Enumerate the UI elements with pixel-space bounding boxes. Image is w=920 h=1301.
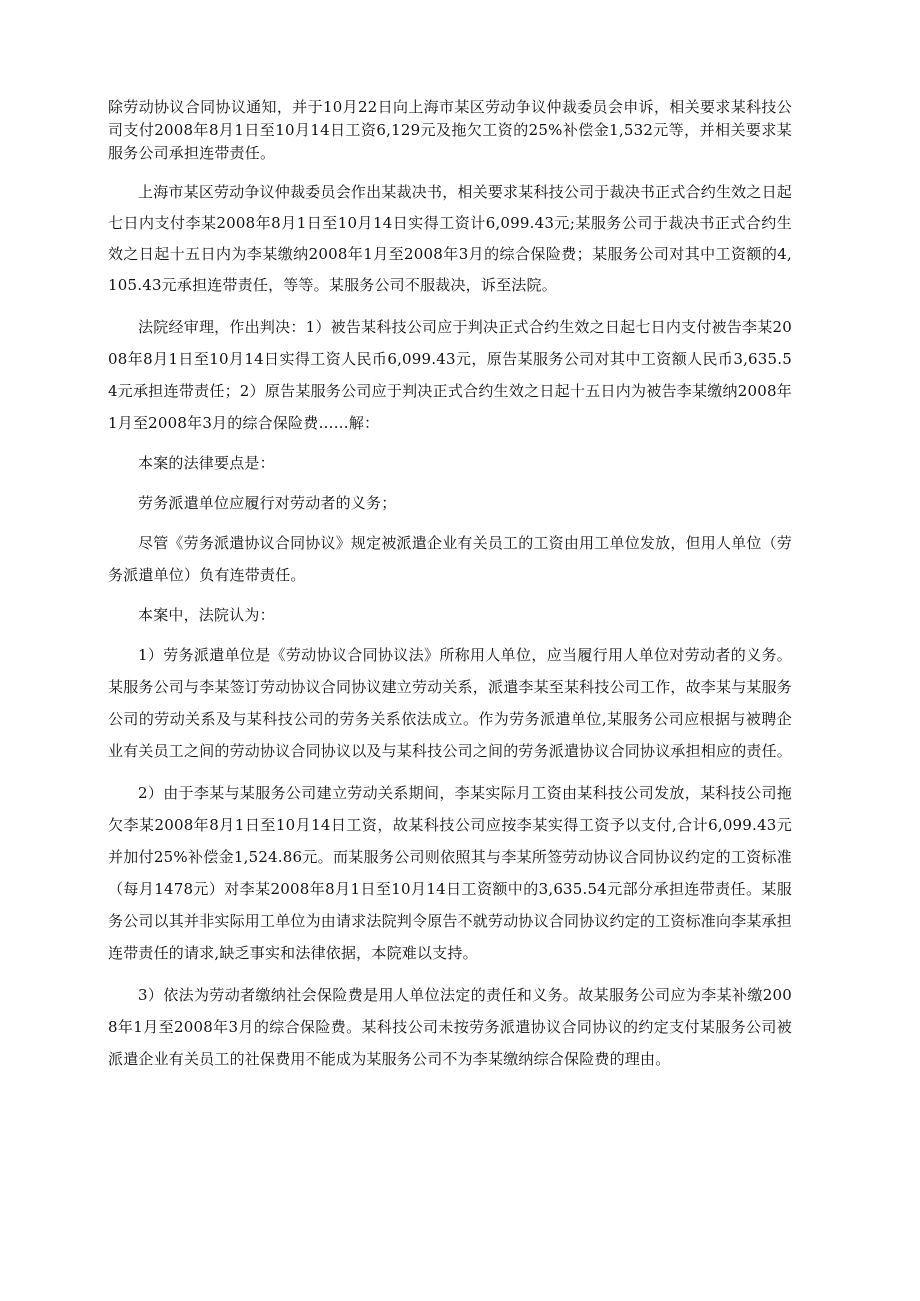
- paragraph-claim: 除劳动协议合同协议通知，并于10月22日向上海市某区劳动争议仲裁委员会申诉，相关要求某科技公司支付2008年8月1日至10月14日工资6,129元及拖欠工资的25%补偿金1,532元等，并相关要求某服务公司承担连带责任。: [108, 98, 792, 162]
- paragraph-arbitration: 上海市某区劳动争议仲裁委员会作出某裁决书，相关要求某科技公司于裁决书正式合约生效之日起七日内支付李某2008年8月1日至10月14日实得工资计6,099.43元;某服务公司于裁决书正式合约生效之日起十五日内为李某缴纳2008年1月至2008年3月的综合保险费；某服务公司对其中工资额的4,105.43元承担连带责任，等等。某服务公司不服裁决，诉至法院。: [108, 183, 792, 294]
- paragraph-court-opinion-heading: 本案中，法院认为：: [138, 606, 275, 624]
- paragraph-legal-points-heading: 本案的法律要点是：: [138, 454, 275, 472]
- document-page: [108, 96, 792, 1075]
- paragraph-point-obligation: 劳务派遣单位应履行对劳动者的义务；: [138, 494, 397, 512]
- paragraph-judgment: 法院经审理，作出判决：1）被告某科技公司应于判决正式合约生效之日起七日内支付被告李某2008年8月1日至10月14日实得工资人民币6,099.43元，原告某服务公司对其中工资额人民币3,635.54元承担连带责任；2）原告某服务公司应于判决正式合约生效之日起十五日内为被告李某缴纳2008年1月至2008年3月的综合保险费……解：: [108, 318, 792, 432]
- paragraph-opinion-2: 2）由于李某与某服务公司建立劳动关系期间，李某实际月工资由某科技公司发放，某科技公司拖欠李某2008年8月1日至10月14日工资，故某科技公司应按李某实得工资予以支付,合计6,099.43元并加付25%补偿金1,524.86元。而某服务公司则依照其与李某所签劳动协议合同协议约定的工资标准（每月1478元）对李某2008年8月1日至10月14日工资额中的3,635.54元部分承担连带责任。某服务公司以其并非实际用工单位为由请求法院判令原告不就劳动协议合同协议约定的工资标准向李某承担连带责任的请求,缺乏事实和法律依据，本院难以支持。: [108, 784, 793, 962]
- paragraph-opinion-3: 3）依法为劳动者缴纳社会保险费是用人单位法定的责任和义务。故某服务公司应为李某补缴2008年1月至2008年3月的综合保险费。某科技公司未按劳务派遣协议合同协议的约定支付某服务公司被派遣企业有关员工的社保费用不能成为某服务公司不为李某缴纳综合保险费的理由。: [108, 986, 792, 1068]
- paragraph-point-joint-liability: 尽管《劳务派遣协议合同协议》规定被派遣企业有关员工的工资由用工单位发放，但用人单位（劳务派遣单位）负有连带责任。: [108, 534, 792, 584]
- paragraph-opinion-1: 1）劳务派遣单位是《劳动协议合同协议法》所称用人单位，应当履行用人单位对劳动者的义务。某服务公司与李某签订劳动协议合同协议建立劳动关系，派遣李某至某科技公司工作，故李某与某服务公司的劳动关系及与某科技公司的劳务关系依法成立。作为劳务派遣单位,某服务公司应根据与被聘企业有关员工之间的劳动协议合同协议以及与某科技公司之间的劳务派遣协议合同协议承担相应的责任。: [108, 646, 793, 760]
